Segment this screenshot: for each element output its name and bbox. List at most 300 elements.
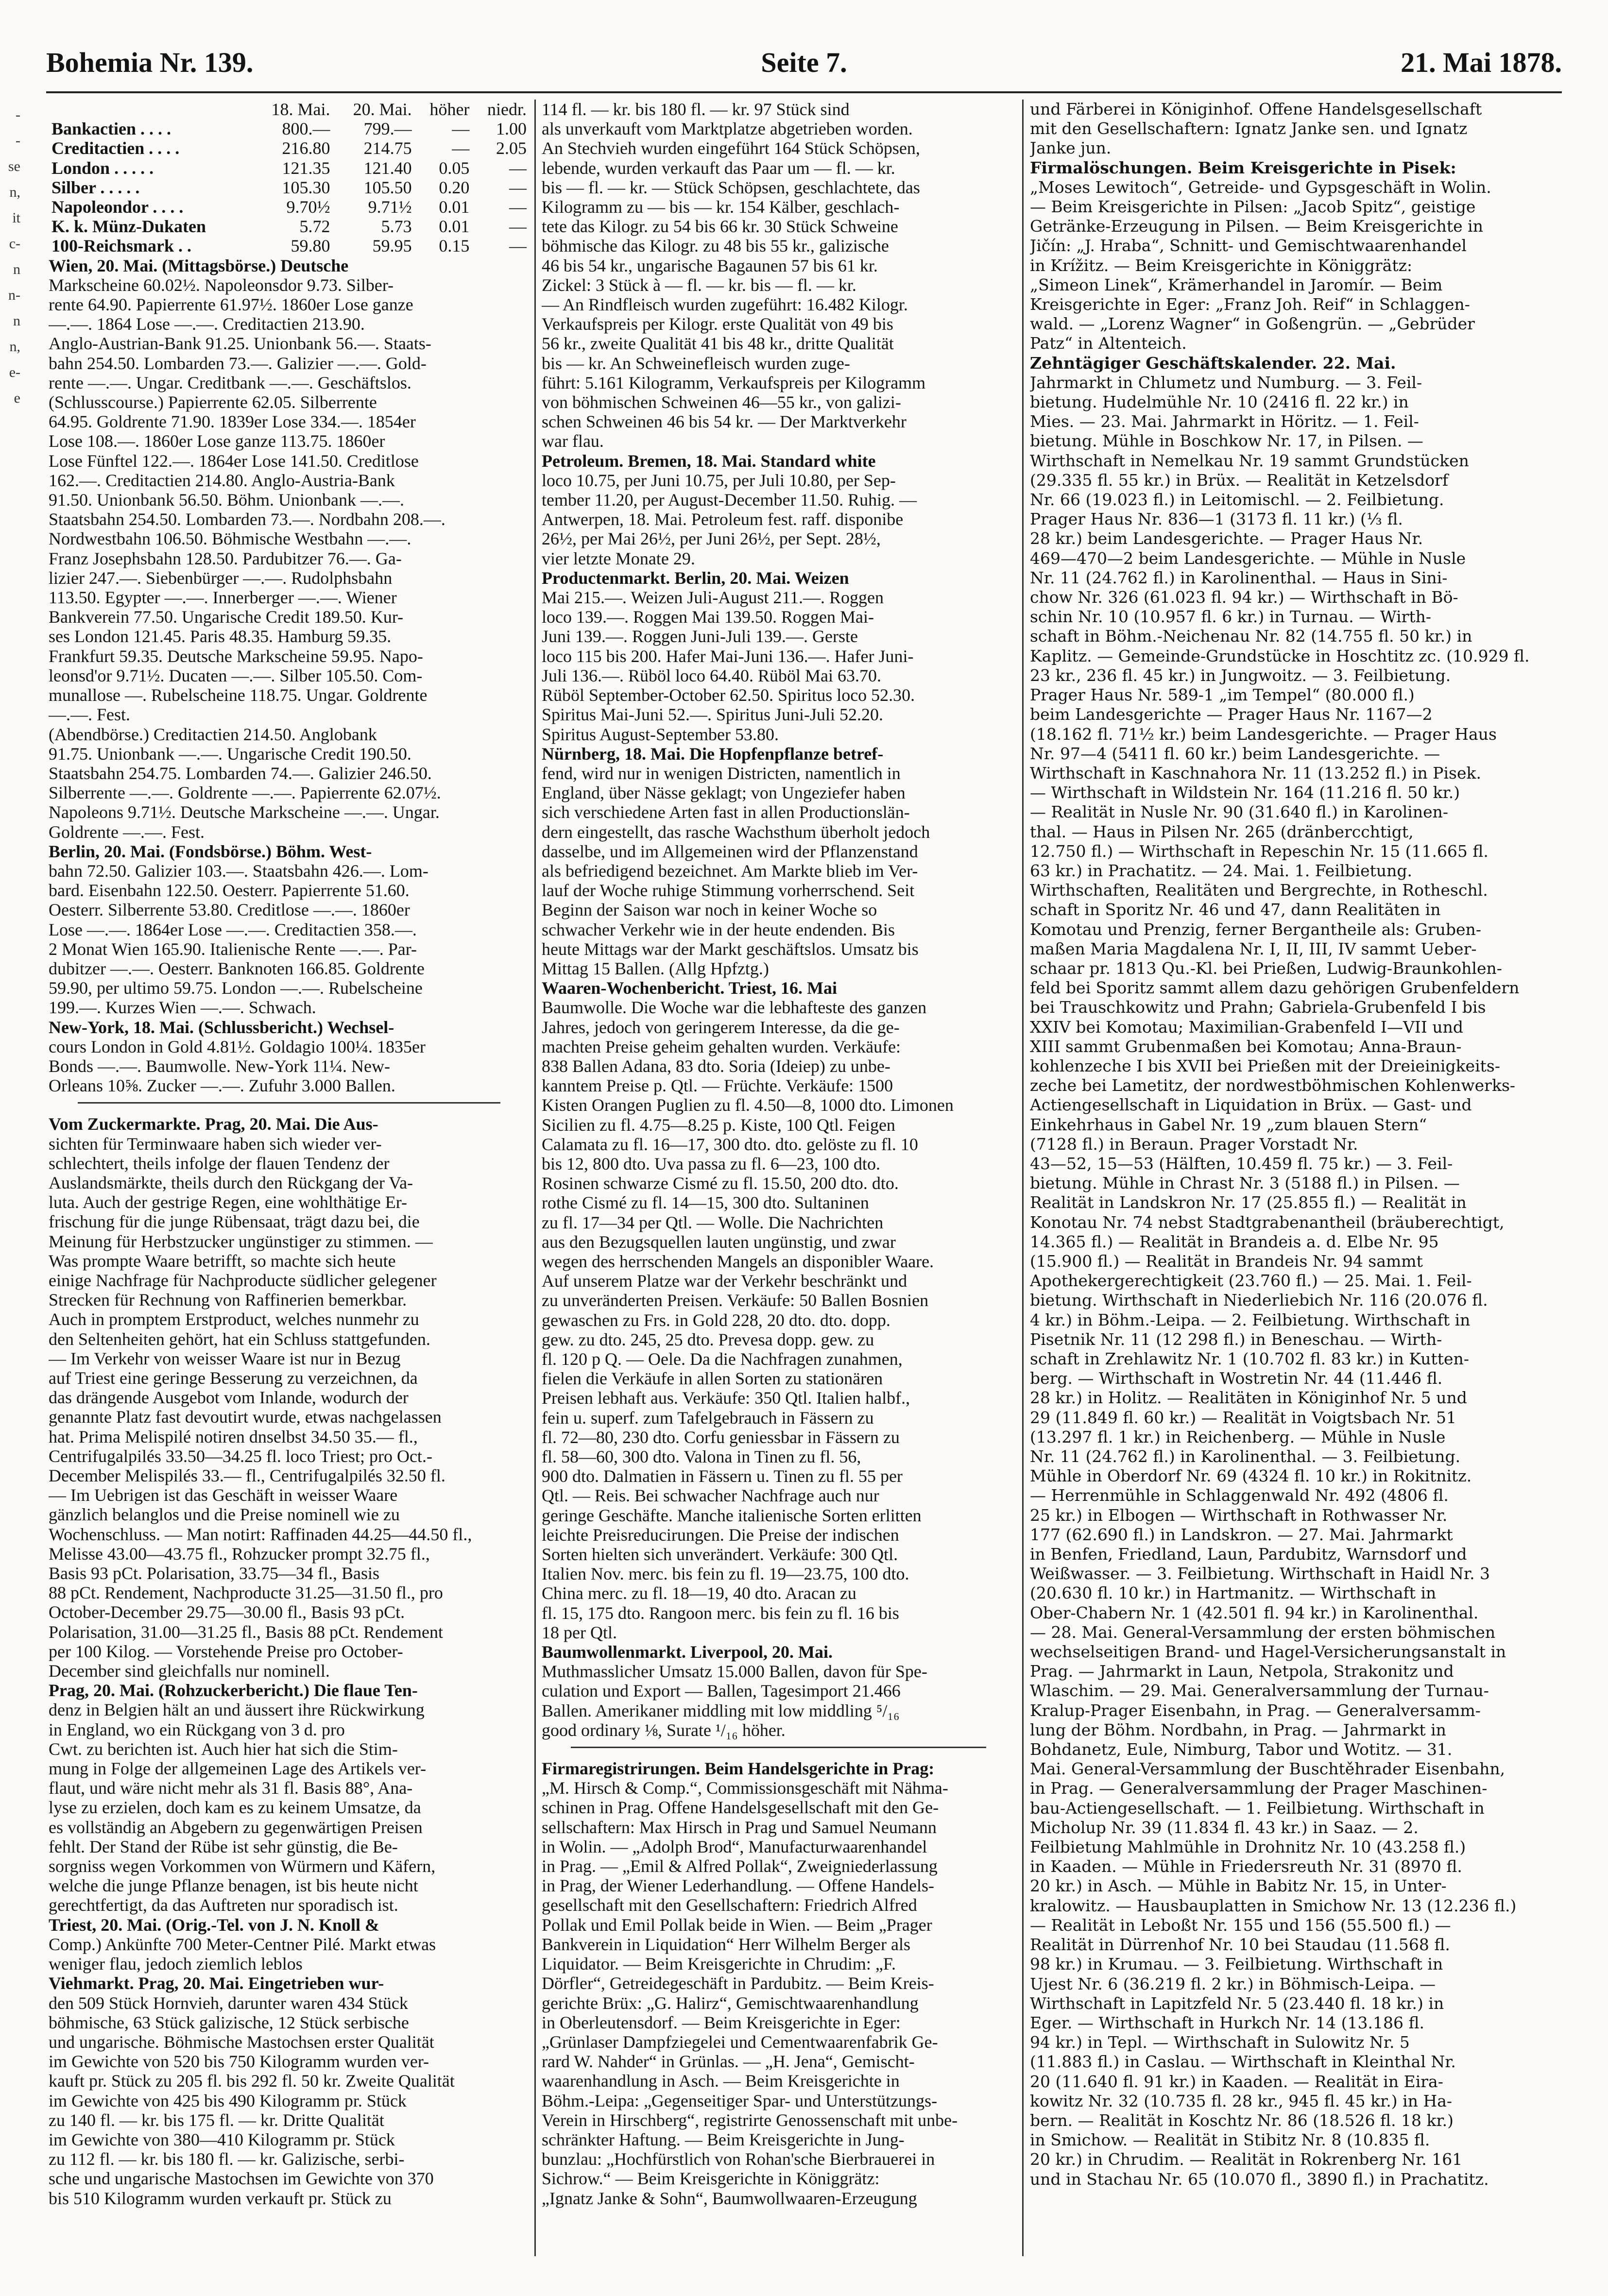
- text-line: Wirthschaften, Realitäten und Bergrechte, in Rotheschl.: [1030, 881, 1488, 900]
- text-line: maßen Maria Magdalena Nr. I, II, III, IV sammt Ueber-: [1030, 939, 1477, 958]
- text-line: und ungarische. Böhmische Mastochsen erster Qualität: [49, 2032, 434, 2052]
- text-line: Actiengesellschaft in Liquidation in Brüx. — Gast- und: [1030, 1095, 1472, 1115]
- text-line: wegen des herrschenden Mangels an disponibler Waare.: [542, 1251, 934, 1271]
- text-line: 43—52, 15—53 (Hälften, 10.459 fl. 75 kr.) — 3. Feil-: [1030, 1154, 1453, 1173]
- text-line: Rüböl September-October 62.50. Spiritus loco 52.30.: [542, 685, 915, 705]
- text-line: Meinung für Herbstzucker ungünstiger zu stimmen. —: [49, 1231, 433, 1251]
- exchange-cell: —: [509, 158, 527, 178]
- text-line: kohlenzeche I bis XVII bei Prießen mit der Dreieinigkeits-: [1030, 1056, 1500, 1075]
- gutter-fragment: c-: [9, 236, 20, 252]
- text-line: gew. zu dto. 245, 25 dto. Prevesa dopp. gew. zu: [542, 1329, 874, 1349]
- text-line: Mühle in Oberdorf Nr. 69 (4324 fl. 10 kr.) in Rokitnitz.: [1030, 1466, 1472, 1486]
- text-line: Wirthschaft in Lapitzfeld Nr. 5 (23.440 fl. 18 kr.) in: [1030, 1993, 1444, 2013]
- text-line: 91.75. Unionbank —.—. Ungarische Credit 190.50.: [49, 744, 411, 764]
- text-line: kauft pr. Stück zu 205 fl. bis 292 fl. 50 kr. Zweite Qualität: [49, 2071, 455, 2091]
- text-line: Patz“ in Altenteich.: [1030, 334, 1187, 353]
- text-line: Feilbietung Mahlmühle in Drohnitz Nr. 10 (43.258 fl.): [1030, 1837, 1466, 1857]
- text-line: (20.630 fl. 10 kr.) in Hartmanitz. — Wirthschaft in: [1030, 1583, 1437, 1603]
- text-line: Sicilien zu fl. 4.75—8.25 p. Kiste, 100 Qtl. Feigen: [542, 1115, 895, 1135]
- text-line: bahn 254.50. Lombarden 73.—. Galizier —.—. Gold-: [49, 353, 427, 373]
- text-line: Muthmasslicher Umsatz 15.000 Ballen, davon für Spe-: [542, 1662, 927, 1682]
- text-line: Qtl. — Reis. Bei schwacher Nachfrage auch nur: [542, 1486, 879, 1506]
- text-line: fein u. superf. zum Tafelgebrauch in Fässern zu: [542, 1408, 874, 1428]
- text-line: Lose Fünftel 122.—. 1864er Lose 141.50. Creditlose: [49, 451, 419, 471]
- text-line: mit den Gesellschaftern: Ignatz Janke sen. und Ignatz: [1030, 119, 1468, 138]
- exchange-cell: 59.95: [372, 236, 412, 256]
- exchange-cell: Creditactien . . . .: [51, 138, 180, 158]
- newspaper-issue: Bohemia Nr. 139.: [46, 47, 254, 78]
- text-line: sichten für Terminwaare haben sich wieder ver-: [49, 1134, 382, 1154]
- exchange-cell: 216.80: [282, 138, 330, 158]
- text-line: und in Stachau Nr. 65 (10.070 fl., 3890 fl.) in Prachatitz.: [1030, 2169, 1489, 2189]
- exchange-cell: 105.50: [363, 177, 412, 197]
- text-line: feld bei Sporitz sammt allem dazu gehörigen Grubenfeldern: [1030, 978, 1520, 998]
- article-heading-line: Firmalöschungen. Beim Kreisgerichte in Pisek:: [1030, 158, 1456, 177]
- text-line: Zickel: 3 Stück à — fl. — kr. bis — fl. — kr.: [542, 275, 856, 295]
- text-line: schaft in Böhm.-Neichenau Nr. 82 (14.755 fl. 50 kr.) in: [1030, 627, 1472, 646]
- text-line: im Gewichte von 380—410 Kilogramm pr. Stück: [49, 2129, 395, 2149]
- text-line: Mittag 15 Ballen. (Allg Hpfztg.): [542, 958, 769, 978]
- exchange-header-cell: 18. Mai.: [271, 100, 330, 119]
- text-line: beim Landesgerichte — Prager Haus Nr. 1167—2: [1030, 705, 1433, 724]
- text-line: Comp.) Ankünfte 700 Meter-Centner Pilé. Markt etwas: [49, 1934, 436, 1954]
- text-line: bau-Actiengesellschaft. — 1. Feilbietung. Wirthschaft in: [1030, 1798, 1485, 1818]
- text-line: Jahres, jedoch von geringerem Interesse, da die ge-: [542, 1017, 900, 1037]
- exchange-cell: 0.01: [439, 217, 470, 237]
- text-line: in Smichow. — Realität in Stibitz Nr. 8 (10.835 fl.: [1030, 2130, 1430, 2150]
- text-line: fend, wird nur in wenigen Districten, namentlich in: [542, 763, 901, 783]
- article-heading-line: Nürnberg, 18. Mai. Die Hopfenpflanze betref-: [542, 744, 884, 764]
- exchange-cell: 121.40: [363, 158, 412, 178]
- text-line: Anglo-Austrian-Bank 91.25. Unionbank 56.—. Staats-: [49, 334, 431, 354]
- text-line: kralowitz. — Hausbauplatten in Smichow Nr. 13 (12.236 fl.): [1030, 1896, 1517, 1915]
- article-heading-line: Productenmarkt. Berlin, 20. Mai. Weizen: [542, 568, 849, 588]
- text-line: 63 kr.) in Prachatitz. — 24. Mai. 1. Feilbietung.: [1030, 861, 1413, 880]
- text-line: fl. 120 p Q. — Oele. Da die Nachfragen zunahmen,: [542, 1349, 903, 1369]
- text-line: Bohdanetz, Eule, Nimburg, Tabor und Wotitz. — 31.: [1030, 1740, 1453, 1759]
- text-line: Ballen. Amerikaner middling mit low middling ⁵/₁₆: [542, 1701, 900, 1720]
- text-line: China merc. zu fl. 18—19, 40 dto. Aracan zu: [542, 1583, 856, 1603]
- text-line: machten Preise geheim gehalten wurden. Verkäufe:: [542, 1037, 901, 1056]
- text-line: 2 Monat Wien 165.90. Italienische Rente —.—. Par-: [49, 939, 417, 959]
- text-line: Cwt. zu berichten ist. Auch hier hat sich die Stim-: [49, 1739, 398, 1759]
- text-line: fl. 15, 175 dto. Rangoon merc. bis fein zu fl. 16 bis: [542, 1603, 899, 1623]
- text-line: als unverkauft vom Marktplatze abgetrieben worden.: [542, 119, 913, 139]
- text-line: 177 (62.690 fl.) in Landskron. — 27. Mai. Jahrmarkt: [1030, 1525, 1453, 1544]
- text-line: schaft in Sporitz Nr. 46 und 47, dann Realitäten in: [1030, 900, 1441, 919]
- text-line: „Simeon Linek“, Krämerhandel in Jaromír. — Beim: [1030, 275, 1443, 294]
- text-line: bunzlau: „Hochfürstlich von Rohan'sche Bierbrauerei in: [542, 2149, 935, 2169]
- text-line: das drängende Ausgebot vom Inlande, wodurch der: [49, 1388, 409, 1408]
- exchange-cell: 800.—: [282, 119, 330, 139]
- text-line: Ujest Nr. 6 (36.219 fl. 2 kr.) in Böhmisch-Leipa. —: [1030, 1974, 1436, 1993]
- text-line: zeche bei Lametitz, der nordwestböhmischen Kohlenwerks-: [1030, 1076, 1516, 1095]
- exchange-cell: —: [509, 236, 527, 256]
- gutter-fragment: -: [16, 133, 20, 149]
- text-line: 12.750 fl.) — Wirthschaft in Repeschin Nr. 15 (11.665 fl.: [1030, 841, 1488, 861]
- text-line: Auch in promptem Erstproduct, welches nunmehr zu: [49, 1310, 419, 1329]
- text-line: in Prag, der Wiener Lederhandlung. — Offene Handels-: [542, 1876, 934, 1896]
- text-line: schin Nr. 10 (10.957 fl. 6 kr.) in Turnau. — Wirth-: [1030, 607, 1432, 627]
- text-line: Kaplitz. — Gemeinde-Grundstücke in Hoschtitz zc. (10.929 fl.: [1030, 646, 1530, 665]
- text-line: kanntem Preise p. Qtl. — Früchte. Verkäufe: 1500: [542, 1076, 893, 1096]
- text-line: schaft in Zrehlawitz Nr. 1 (10.702 fl. 83 kr.) in Kutten-: [1030, 1349, 1469, 1368]
- text-line: Dörfler“, Getreidegeschäft in Pardubitz. — Beim Kreis-: [542, 1973, 934, 1993]
- text-line: loco 10.75, per Juni 10.75, per Juli 10.80, per Sep-: [542, 470, 896, 490]
- text-line: Baumwolle. Die Woche war die lebhafteste des ganzen: [542, 998, 927, 1018]
- text-line: schränkter Haftung. — Beim Kreisgerichte in Jung-: [542, 2129, 905, 2149]
- text-line: denz in Belgien hält an und äussert ihre Rückwirkung: [49, 1700, 425, 1720]
- text-line: gewaschen zu Frs. in Gold 228, 20 dto. dto. dopp.: [542, 1310, 890, 1330]
- text-line: thal. — Haus in Pilsen Nr. 265 (dränbercchtigt,: [1030, 822, 1414, 841]
- text-line: Verein in Hirschberg“, registrirte Genossenschaft mit unbe-: [542, 2110, 958, 2130]
- exchange-row: [49, 119, 530, 138]
- column-rule-1: [534, 100, 536, 2256]
- exchange-cell: 0.20: [439, 177, 470, 197]
- text-line: gerechtfertigt, da das Auftreten nur sporadisch ist.: [49, 1895, 398, 1915]
- text-line: — 28. Mai. General-Versammlung der ersten böhmischen: [1030, 1622, 1496, 1642]
- text-line: Lose —.—. 1864er Lose —.—. Creditactien 358.—.: [49, 919, 417, 939]
- gutter-fragment: n: [13, 261, 20, 277]
- text-line: Nr. 11 (24.762 fl.) in Karolinenthal. — 3. Feilbietung.: [1030, 1447, 1461, 1466]
- text-line: Juni 139.—. Roggen Juni-Juli 139.—. Gerste: [542, 627, 858, 646]
- text-line: chow Nr. 326 (61.023 fl. 94 kr.) — Wirthschaft in Bö-: [1030, 588, 1458, 607]
- text-line: Preisen lebhaft aus. Verkäufe: 350 Qtl. Italien halbf.,: [542, 1388, 910, 1408]
- text-line: bis — fl. — kr. — Stück Schöpsen, geschlachtete, das: [542, 177, 920, 197]
- text-line: auf Triest eine geringe Besserung zu verzeichnen, da: [49, 1368, 418, 1388]
- text-line: XIII sammt Grubenmaßen bei Komotau; Anna-Braun-: [1030, 1037, 1462, 1056]
- text-line: October-December 29.75—30.00 fl., Basis 93 pCt.: [49, 1602, 405, 1622]
- text-line: Oesterr. Silberrente 53.80. Creditlose —.—. 1860er: [49, 900, 410, 920]
- text-line: —.—. Fest.: [49, 705, 131, 725]
- text-line: Bankverein 77.50. Ungarische Credit 189.50. Kur-: [49, 607, 404, 627]
- text-line: „Ignatz Janke & Sohn“, Baumwollwaaren-Erzeugung: [542, 2188, 917, 2208]
- text-line: Beginn der Saison war noch in keiner Woche so: [542, 900, 877, 920]
- exchange-row: [49, 197, 530, 217]
- exchange-cell: 1.00: [496, 119, 527, 139]
- text-line: zu fl. 17—34 per Qtl. — Wolle. Die Nachrichten: [542, 1212, 884, 1232]
- text-line: Mies. — 23. Mai. Jahrmarkt in Höritz. — 1. Feil-: [1030, 412, 1419, 431]
- text-line: 199.—. Kurzes Wien —.—. Schwach.: [49, 998, 316, 1018]
- exchange-row: [49, 138, 530, 158]
- text-line: Jičín: „J. Hraba“, Schnitt- und Gemischtwaarenhandel: [1030, 236, 1467, 255]
- text-line: Janke jun.: [1030, 138, 1112, 158]
- text-line: bietung. Wirthschaft in Niederliebich Nr. 116 (20.076 fl.: [1030, 1291, 1488, 1310]
- text-line: lizier 247.—. Siebenbürger —.—. Rudolphsbahn: [49, 568, 393, 588]
- text-line: in Wolin. — „Adolph Brod“, Manufacturwaarenhandel: [542, 1837, 927, 1856]
- text-line: weniger flau, jedoch ziemlich leblos: [49, 1954, 303, 1974]
- text-line: dasselbe, und im Allgemeinen wird der Pflanzenstand: [542, 841, 918, 861]
- text-line: Markscheine 60.02½. Napoleonsdor 9.73. Silber-: [49, 275, 394, 295]
- text-line: führt: 5.161 Kilogramm, Verkaufspreis per Kilogramm: [542, 373, 926, 392]
- text-line: Melisse 43.00—43.75 fl., Rohzucker prompt 32.75 fl.,: [49, 1544, 430, 1564]
- text-line: Sorten hielten sich unverändert. Verkäufe: 300 Qtl.: [542, 1545, 898, 1565]
- exchange-table-header: [49, 100, 530, 119]
- article-heading-line: Viehmarkt. Prag, 20. Mai. Eingetrieben wur-: [49, 1973, 384, 1993]
- text-line: lung der Böhm. Nordbahn, in Prag. — Jahrmarkt in: [1030, 1720, 1446, 1739]
- text-line: Franz Josephsbahn 128.50. Pardubitzer 76.—. Ga-: [49, 548, 402, 568]
- article-heading-line: Wien, 20. Mai. (Mittagsbörse.) Deutsche: [49, 255, 349, 275]
- text-line: — An Rindfleisch wurden zugeführt: 16.482 Kilogr.: [542, 295, 908, 315]
- text-line: Wirthschaft in Nemelkau Nr. 19 sammt Grundstücken: [1030, 451, 1469, 470]
- text-line: lyse zu erzielen, doch kam es zu keinem Umsatze, da: [49, 1798, 421, 1818]
- text-line: Nr. 11 (24.762 fl.) in Karolinenthal. — Haus in Sini-: [1030, 568, 1448, 587]
- text-line: es vollständig an Abgebern zu gegenwärtigen Preisen: [49, 1817, 423, 1837]
- text-line: 91.50. Unionbank 56.50. Böhm. Unionbank —.—.: [49, 490, 404, 510]
- text-line: Kralup-Prager Eisenbahn, in Prag. — Generalversamm-: [1030, 1701, 1481, 1720]
- text-line: 4 kr.) in Böhm.-Leipa. — 2. Feilbietung. Wirthschaft in: [1030, 1310, 1471, 1329]
- text-line: waarenhandlung in Asch. — Beim Kreisgerichte in: [542, 2071, 900, 2091]
- text-line: im Gewichte von 520 bis 750 Kilogramm wurden ver-: [49, 2052, 429, 2072]
- exchange-cell: 100-Reichsmark . .: [51, 236, 191, 256]
- text-line: 29 (11.849 fl. 60 kr.) — Realität in Voigtsbach Nr. 51: [1030, 1408, 1456, 1427]
- text-line: und Färberei in Königinhof. Offene Handelsgesellschaft: [1030, 100, 1482, 119]
- text-line: Mai. General-Versammlung der Buschtěhrader Eisenbahn,: [1030, 1759, 1505, 1779]
- exchange-cell: K. k. Münz-Dukaten: [51, 217, 206, 237]
- article-heading-line: Waaren-Wochenbericht. Triest, 16. Mai: [542, 978, 837, 998]
- text-line: schlechtert, theils infolge der flauen Tendenz der: [49, 1153, 390, 1173]
- column-right-text: [1030, 100, 1562, 2189]
- text-line: Verkaufspreis per Kilogr. erste Qualität von 49 bis: [542, 314, 893, 334]
- text-line: — Realität in Leboßt Nr. 155 und 156 (55.500 fl.) —: [1030, 1915, 1451, 1935]
- text-line: — Herrenmühle in Schlaggenwald Nr. 492 (4806 fl.: [1030, 1486, 1449, 1505]
- text-line: gänzlich belanglos und die Preise nominell wie zu: [49, 1505, 400, 1525]
- column-left-text: [49, 256, 530, 2208]
- text-line: December sind gleichfalls nur nominell.: [49, 1661, 330, 1681]
- text-line: 23 kr., 236 fl. 45 kr.) in Jungwoitz. — 3. Feilbietung.: [1030, 665, 1451, 685]
- text-line: culation und Export — Ballen, Tagesimport 21.466: [542, 1681, 901, 1701]
- text-line: war flau.: [542, 431, 604, 451]
- text-line: „Grünlaser Dampfziegelei und Cementwaarenfabrik Ge-: [542, 2032, 938, 2052]
- text-line: schen Schweinen 46 bis 54 kr. — Der Marktverkehr: [542, 412, 907, 432]
- text-line: —.—. 1864 Lose —.—. Creditactien 213.90.: [49, 314, 365, 334]
- text-line: in England, wo ein Rückgang von 3 d. pro: [49, 1719, 345, 1739]
- text-line: rothe Cismé zu fl. 14—15, 300 dto. Sultaninen: [542, 1193, 869, 1213]
- article-heading-line: Berlin, 20. Mai. (Fondsbörse.) Böhm. West-: [49, 841, 372, 861]
- text-line: Wochenschluss. — Man notirt: Raffinaden 44.25—44.50 fl.,: [49, 1524, 472, 1544]
- text-line: gesellschaft mit den Gesellschaftern: Friedrich Alfred: [542, 1895, 917, 1915]
- text-line: Strecken für Rechnung von Raffinerien bemerkbar.: [49, 1290, 407, 1310]
- text-line: Nr. 66 (19.023 fl.) in Leitomischl. — 2. Feilbietung.: [1030, 490, 1444, 510]
- text-line: in Prag. — Generalversammlung der Prager Maschinen-: [1030, 1779, 1488, 1798]
- text-line: geringe Geschäfte. Manche italienische Sorten erlitten: [542, 1505, 922, 1525]
- exchange-header-cell: niedr.: [487, 100, 527, 119]
- text-line: Pisetnik Nr. 11 (12 298 fl.) in Beneschau. — Wirth-: [1030, 1329, 1442, 1349]
- text-line: 20 kr.) in Chrudim. — Realität in Rokrenberg Nr. 161: [1030, 2150, 1463, 2169]
- text-line: ses London 121.45. Paris 48.35. Hamburg 59.35.: [49, 627, 392, 646]
- text-line: 469—470—2 beim Landesgerichte. — Mühle in Nusle: [1030, 548, 1466, 568]
- text-line: Weißwasser. — 3. Feilbietung. Wirthschaft in Haidl Nr. 3: [1030, 1564, 1490, 1583]
- exchange-row: [49, 217, 530, 236]
- text-line: Spiritus August-September 53.80.: [542, 724, 779, 744]
- text-line: 162.—. Creditactien 214.80. Anglo-Austria-Bank: [49, 470, 395, 490]
- exchange-cell: 0.05: [439, 158, 470, 178]
- exchange-rate-table: [49, 100, 530, 256]
- text-line: schaar pr. 1813 Qu.-Kl. bei Prießen, Ludwig-Braunkohlen-: [1030, 958, 1502, 978]
- text-line: per 100 Kilog. — Vorstehende Preise pro October-: [49, 1641, 403, 1661]
- text-line: bei Trauschkowitz und Prahn; Gabriela-Grubenfeld I bis: [1030, 998, 1486, 1017]
- text-line: Pollak und Emil Pollak beide in Wien. — Beim „Prager: [542, 1915, 932, 1935]
- text-line: fl. 72—80, 230 dto. Corfu geniessbar in Fässern zu: [542, 1427, 900, 1447]
- text-line: England, über Nässe geklagt; von Ungeziefer haben: [542, 783, 906, 803]
- text-line: den Seltenheiten gehört, hat ein Schluss stattgefunden.: [49, 1329, 430, 1349]
- text-line: dern eingestellt, das rasche Wachsthum überholt jedoch: [542, 822, 930, 842]
- text-line: Nordwestbahn 106.50. Böhmische Westbahn —.—.: [49, 529, 411, 549]
- text-line: Silberrente —.—. Goldrente —.—. Papierrente 62.07½.: [49, 783, 441, 803]
- text-line: Rosinen schwarze Cismé zu fl. 15.50, 200 dto. dto.: [542, 1174, 899, 1193]
- text-line: fl. 58—60, 300 dto. Valona in Tinen zu fl. 56,: [542, 1447, 861, 1467]
- text-line: Was prompte Waare betrifft, so machte sich heute: [49, 1251, 396, 1271]
- text-line: loco 139.—. Roggen Mai 139.50. Roggen Mai-: [542, 607, 874, 627]
- text-line: Prag. — Jahrmarkt in Laun, Netpola, Strakonitz und: [1030, 1662, 1454, 1681]
- text-line: Spiritus Mai-Juni 52.—. Spiritus Juni-Juli 52.20.: [542, 705, 884, 725]
- text-line: 18 per Qtl.: [542, 1622, 617, 1642]
- text-line: rente —.—. Ungar. Creditbank —.—. Geschäftslos.: [49, 373, 411, 392]
- text-line: 28 kr.) beim Landesgerichte. — Prager Haus Nr.: [1030, 529, 1423, 548]
- article-heading-line: Vom Zuckermarkte. Prag, 20. Mai. Die Aus-: [49, 1114, 378, 1134]
- gutter-fragment: n-: [8, 287, 20, 303]
- text-line: Italien Nov. merc. bis fein zu fl. 19—23.75, 100 dto.: [542, 1564, 909, 1584]
- text-line: (Schlusscourse.) Papierrente 62.05. Silberrente: [49, 392, 377, 412]
- text-line: gerichte Brüx: „G. Halirz“, Gemischtwaarenhandlung: [542, 1993, 919, 2013]
- exchange-row: [49, 236, 530, 255]
- text-line: Centrifugalpilés 33.50—34.25 fl. loco Triest; pro Oct.-: [49, 1446, 432, 1466]
- text-line: den 509 Stück Hornvieh, darunter waren 434 Stück: [49, 1993, 408, 2013]
- text-line: 113.50. Egypter —.—. Innerberger —.—. Wiener: [49, 588, 397, 608]
- text-line: luta. Auch der gestrige Regen, eine wohlthätige Er-: [49, 1192, 408, 1212]
- text-line: wechselseitigen Brand- und Hagel-Versicherungsanstalt in: [1030, 1642, 1506, 1662]
- text-line: fielen die Verkäufe in allen Sorten zu stationären: [542, 1369, 883, 1389]
- text-line: Wlaschim. — 29. Mai. Generalversammlung der Turnau-: [1030, 1681, 1489, 1701]
- text-line: bard. Eisenbahn 122.50. Oesterr. Papierrente 51.60.: [49, 881, 410, 901]
- article-heading-line: Prag, 20. Mai. (Rohzuckerbericht.) Die flaue Ten-: [49, 1681, 418, 1701]
- exchange-cell: —: [452, 119, 470, 139]
- text-line: 94 kr.) in Tepl. — Wirthschaft in Sulowitz Nr. 5: [1030, 2033, 1410, 2052]
- text-line: als befriedigend bezeichnet. Am Markte blieb im Ver-: [542, 861, 918, 881]
- text-line: Antwerpen, 18. Mai. Petroleum fest. raff. disponibe: [542, 510, 904, 529]
- text-line: Böhm.-Leipa: „Gegenseitiger Spar- und Unterstützungs-: [542, 2091, 938, 2110]
- text-line: Getränke-Erzeugung in Pilsen. — Beim Kreisgerichte in: [1030, 217, 1483, 236]
- exchange-header-cell: [49, 100, 251, 119]
- exchange-cell: 214.75: [363, 138, 412, 158]
- text-line: Mai 215.—. Weizen Juli-August 211.—. Roggen: [542, 588, 884, 608]
- text-line: good ordinary ⅛, Surate ¹/₁₆ höher.: [542, 1720, 786, 1740]
- text-line: (7128 fl.) in Beraun. Prager Vorstadt Nr.: [1030, 1134, 1358, 1154]
- text-line: bahn 72.50. Galizier 103.—. Staatsbahn 426.—. Lom-: [49, 861, 428, 881]
- text-line: genannte Platz fast devoutirt wurde, etwas nachgelassen: [49, 1407, 442, 1427]
- text-line: Jahrmarkt in Chlumetz und Numburg. — 3. Feil-: [1030, 373, 1422, 392]
- exchange-cell: —: [509, 217, 527, 237]
- gutter-fragment: n: [13, 313, 20, 329]
- text-line: Auslandsmärkte, theils durch den Rückgang der Va-: [49, 1173, 413, 1192]
- exchange-cell: Silber . . . . .: [51, 177, 140, 197]
- text-line: (11.883 fl.) in Caslau. — Wirthschaft in Kleinthal Nr.: [1030, 2052, 1456, 2072]
- gutter-fragment: n,: [9, 339, 20, 355]
- exchange-cell: 5.73: [381, 217, 412, 237]
- text-line: kowitz Nr. 32 (10.735 fl. 28 kr., 945 fl. 45 kr.) in Ha-: [1030, 2091, 1453, 2110]
- text-line: rente 64.90. Papierrente 61.97½. 1860er Lose ganze: [49, 295, 413, 315]
- gutter-fragment: n,: [9, 184, 20, 200]
- exchange-cell: 2.05: [496, 138, 527, 158]
- gutter-fragment: e: [14, 390, 20, 403]
- text-line: „Moses Lewitoch“, Getreide- und Gypsgeschäft in Wolin.: [1030, 177, 1491, 197]
- exchange-cell: —: [509, 177, 527, 197]
- text-line: 98 kr.) in Krumau. — 3. Feilbietung. Wirthschaft in: [1030, 1955, 1443, 1974]
- article-heading-line: Firmaregistrirungen. Beim Handelsgerichte in Prag:: [542, 1759, 935, 1779]
- text-line: Nr. 97—4 (5411 fl. 60 kr.) beim Landesgerichte. —: [1030, 744, 1440, 763]
- adjacent-page-edge: [0, 102, 23, 403]
- text-line: in Prag. — „Emil & Alfred Pollak“, Zweigniederlassung: [542, 1856, 938, 1876]
- gutter-fragment: e-: [9, 364, 20, 380]
- gutter-fragment: it: [12, 210, 20, 226]
- text-line: böhmische das Kilogr. zu 48 bis 55 kr., galizische: [542, 236, 889, 256]
- text-line: bietung. Mühle in Chrast Nr. 3 (5188 fl.) in Pilsen. —: [1030, 1174, 1460, 1193]
- page-number: Seite 7.: [761, 47, 847, 78]
- text-line: Orleans 10⅝. Zucker —.—. Zufuhr 3.000 Ballen.: [49, 1076, 395, 1096]
- article-heading-line: Petroleum. Bremen, 18. Mai. Standard white: [542, 451, 876, 471]
- text-line: bietung. Hudelmühle Nr. 10 (2416 fl. 22 kr.) in: [1030, 392, 1409, 412]
- column-left: [49, 100, 530, 2256]
- text-line: Bankverein in Liquidation“ Herr Wilhelm Berger als: [542, 1934, 911, 1954]
- exchange-cell: 799.—: [363, 119, 412, 139]
- text-line: 900 dto. Dalmatien in Fässern u. Tinen zu fl. 55 per: [542, 1466, 903, 1486]
- text-line: cours London in Gold 4.81½. Goldagio 100¼. 1835er: [49, 1037, 426, 1056]
- text-line: tete das Kilogr. zu 54 bis 66 kr. 30 Stück Schweine: [542, 217, 898, 237]
- text-line: 25 kr.) in Elbogen — Wirthschaft in Rothwasser Nr.: [1030, 1505, 1448, 1525]
- text-line: 64.95. Goldrente 71.90. 1839er Lose 334.—. 1854er: [49, 412, 416, 432]
- text-line: — Realität in Nusle Nr. 90 (31.640 fl.) in Karolinen-: [1030, 802, 1449, 822]
- article-heading-line: Zehntägiger Geschäftskalender. 22. Mai.: [1030, 353, 1396, 373]
- article-heading-line: Baumwollenmarkt. Liverpool, 20. Mai.: [542, 1642, 833, 1662]
- text-line: im Gewichte von 425 bis 490 Kilogramm pr. Stück: [49, 2091, 407, 2110]
- text-line: Micholup Nr. 39 (11.834 fl. 43 kr.) in Saaz. — 2.: [1030, 1818, 1419, 1837]
- text-line: vier letzte Monate 29.: [542, 548, 695, 568]
- text-line: 14.365 fl.) — Realität in Brandeis a. d. Elbe Nr. 95: [1030, 1232, 1439, 1251]
- text-line: zu unveränderten Preisen. Verkäufe: 50 Ballen Bosnien: [542, 1291, 929, 1310]
- text-line: Calamata zu fl. 16—17, 300 dto. dto. gelöste zu fl. 10: [542, 1134, 918, 1154]
- text-line: „M. Hirsch & Comp.“, Commissionsgeschäft mit Nähma-: [542, 1778, 948, 1798]
- text-line: An Stechvieh wurden eingeführt 164 Stück Schöpsen,: [542, 138, 920, 158]
- gutter-fragment: -: [16, 107, 20, 123]
- text-line: Realität in Dürrenhof Nr. 10 bei Staudau (11.568 fl.: [1030, 1935, 1450, 1955]
- text-line: Eger. — Wirthschaft in Hurkch Nr. 14 (13.186 fl.: [1030, 2013, 1424, 2032]
- article-heading-line: New-York, 18. Mai. (Schlussbericht.) Wechsel-: [49, 1017, 394, 1037]
- text-line: in Benfen, Friedland, Laun, Pardubitz, Warnsdorf und: [1030, 1545, 1467, 1564]
- text-line: frischung für die junge Rübensaat, trägt dazu bei, die: [49, 1212, 420, 1232]
- text-line: Prager Haus Nr. 589-1 „im Tempel“ (80.000 fl.): [1030, 685, 1415, 705]
- text-line: Kreisgerichte in Eger: „Franz Joh. Reif“ in Schlaggen-: [1030, 295, 1470, 314]
- text-line: munallose —. Rubelscheine 118.75. Ungar. Goldrente: [49, 685, 428, 705]
- text-line: Kisten Orangen Puglien zu fl. 4.50—8, 1000 dto. Limonen: [542, 1095, 954, 1115]
- exchange-cell: Napoleondor . . . .: [51, 197, 184, 217]
- text-line: heute Mittags war der Markt geschäftslos. Umsatz bis: [542, 939, 919, 959]
- text-line: leichte Preisreducirungen. Die Preise der indischen: [542, 1525, 899, 1545]
- exchange-cell: 9.71½: [368, 197, 412, 217]
- header-rule: [46, 91, 1562, 93]
- text-line: tember 11.20, per August-December 11.50. Ruhig. —: [542, 490, 917, 510]
- text-line: berg. — Wirthschaft in Wostretin Nr. 44 (11.446 fl.: [1030, 1369, 1443, 1388]
- text-line: fehlt. Der Stand der Rübe ist sehr günstig, die Be-: [49, 1837, 398, 1856]
- text-line: Prager Haus Nr. 836—1 (3173 fl. 11 kr.) (⅓ fl.: [1030, 510, 1403, 529]
- section-separator: [571, 1747, 986, 1759]
- text-line: Ober-Chabern Nr. 1 (42.501 fl. 94 kr.) in Karolinenthal.: [1030, 1603, 1479, 1622]
- issue-date: 21. Mai 1878.: [1401, 47, 1562, 78]
- text-line: Komotau und Prenzig, ferner Bergantheile als: Gruben-: [1030, 919, 1481, 939]
- column-rule-2: [1022, 100, 1024, 2256]
- text-line: lauf der Woche ruhige Stimmung vorherrschend. Seit: [542, 881, 915, 901]
- text-line: Apothekergerechtigkeit (23.760 fl.) — 25. Mai. 1. Feil-: [1030, 1271, 1472, 1291]
- text-line: XXIV bei Komotau; Maximilian-Grabenfeld I—VII und: [1030, 1017, 1463, 1037]
